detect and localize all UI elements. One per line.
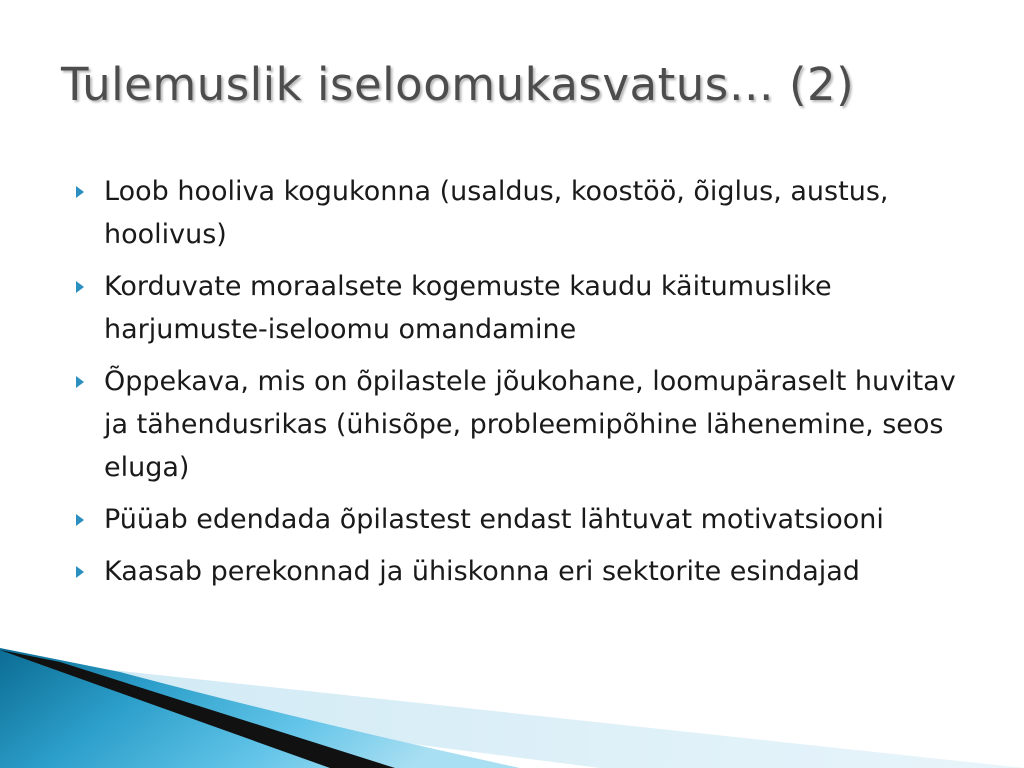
bullet-text: Korduvate moraalsete kogemuste kaudu käitumuslike harjumuste-iseloomu omandamine	[104, 271, 832, 345]
triangle-right-icon	[76, 281, 84, 293]
bullet-text: Kaasab perekonnad ja ühiskonna eri sektorite esindajad	[104, 556, 860, 587]
bullet-text: Loob hooliva kogukonna (usaldus, koostöö, õiglus, austus, hoolivus)	[104, 176, 889, 250]
slide-title: Tulemuslik iseloomukasvatus… (2)	[61, 58, 855, 111]
triangle-right-icon	[76, 566, 84, 578]
list-item	[70, 498, 970, 541]
list-item	[70, 170, 970, 256]
bullet-text: Õppekava, mis on õpilastele jõukohane, loomupäraselt huvitav ja tähendusrikas (ühisõpe, probleemipõhine lähenemine, seos eluga)	[104, 366, 956, 483]
list-item	[70, 550, 970, 593]
triangle-right-icon	[76, 376, 84, 388]
bullet-text: Püüab edendada õpilastest endast lähtuvat motivatsiooni	[104, 504, 884, 535]
list-item	[70, 360, 970, 489]
list-item	[70, 265, 970, 351]
bullet-list	[70, 170, 970, 602]
triangle-right-icon	[76, 514, 84, 526]
triangle-right-icon	[76, 186, 84, 198]
